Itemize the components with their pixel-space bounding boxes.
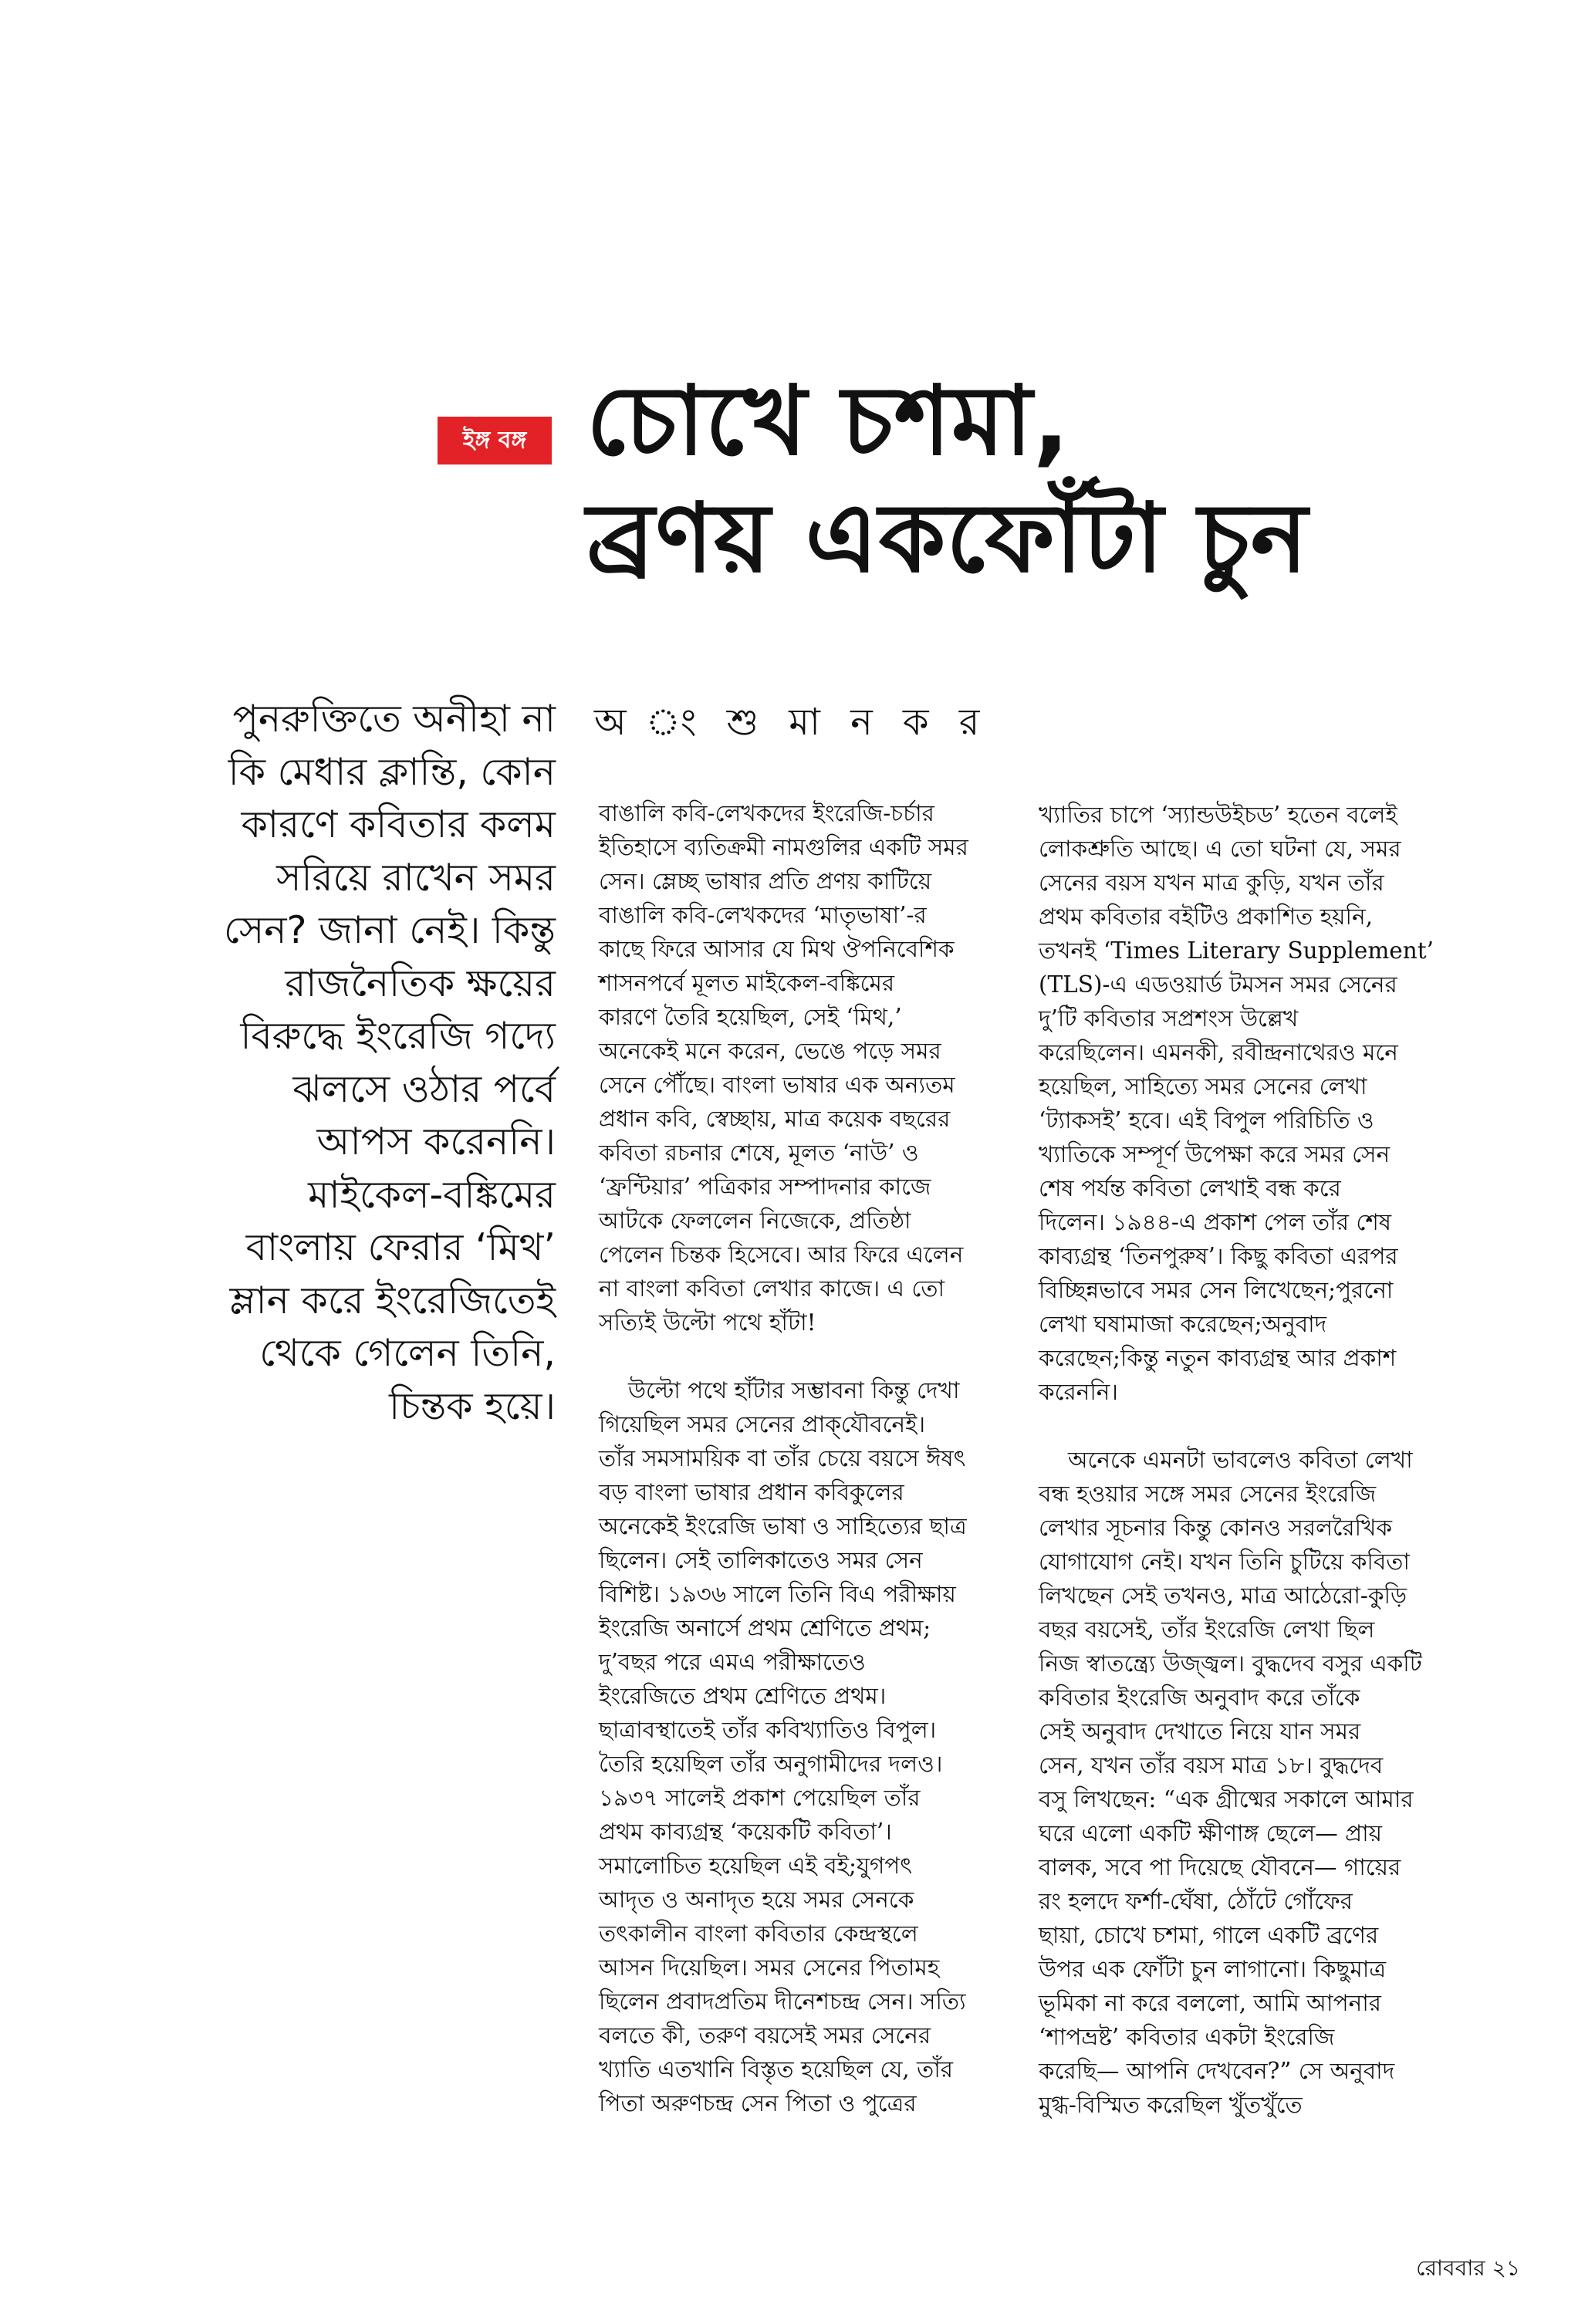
text-line: বছর বয়সেই, তাঁর ইংরেজি লেখা ছিল <box>1039 1616 1375 1643</box>
text-line: উপর এক ফোঁটা চুন লাগানো। কিছুমাত্র <box>1039 1956 1386 1982</box>
section-tag: ইঙ্গ বঙ্গ <box>438 417 552 464</box>
text-line: ‘ট্যাকসই’ হবে। এই বিপুল পরিচিতি ও <box>1039 1107 1374 1133</box>
text-line: মুগ্ধ-বিস্মিত করেছিল খুঁতখুঁতে <box>1039 2092 1303 2118</box>
text-line: ছিলেন প্রবাদপ্রতিম দীনেশচন্দ্র সেন। সত্যি <box>599 1988 966 2015</box>
text-line: সেন, যখন তাঁর বয়স মাত্র ১৮। বুদ্ধদেব <box>1039 1752 1384 1778</box>
text-line: আসন দিয়েছিল। সমর সেনের পিতামহ <box>599 1954 940 1981</box>
text-line: বলতে কী, তরুণ বয়সেই সমর সেনের <box>599 2022 931 2049</box>
text-line: সত্যিই উল্টো পথে হাঁটা! <box>599 1309 816 1336</box>
text-line: আদৃত ও অনাদৃত হয়ে সমর সেনকে <box>599 1887 914 1913</box>
text-line: বালক, সবে পা দিয়েছে যৌবনে— গায়ের <box>1039 1854 1401 1880</box>
text-line: বড় বাংলা ভাষার প্রধান কবিকুলের <box>599 1479 904 1505</box>
text-line: করেননি। <box>1039 1379 1118 1405</box>
text-line: ভূমিকা না করে বললো, আমি আপনার <box>1039 1990 1381 2016</box>
text-line: দু’বছর পরে এমএ পরীক্ষাতেও <box>599 1649 866 1675</box>
text-line: সেনের বয়স যখন মাত্র কুড়ি, যখন তাঁর <box>1039 870 1384 896</box>
text-line: হয়েছিল, সাহিত্যে সমর সেনের লেখা <box>1039 1073 1367 1100</box>
pull-quote-line: আপস করেননি। <box>316 1120 556 1164</box>
paragraph <box>599 796 1015 1339</box>
text-line: রং হলদে ফর্শা-ঘেঁষা, ঠোঁটে গোঁফের <box>1039 1888 1353 1914</box>
headline <box>586 363 1543 597</box>
text-line: অনেকেই ইংরেজি ভাষা ও সাহিত্যের ছাত্র <box>599 1513 967 1539</box>
text-line: সেই অনুবাদ দেখাতে নিয়ে যান সমর <box>1039 1718 1361 1745</box>
text-line: আটকে ফেললেন নিজেকে, প্রতিষ্ঠা <box>599 1208 911 1234</box>
paragraph <box>1039 798 1455 1409</box>
text-line: শাসনপর্বে মূলত মাইকেল-বঙ্কিমের <box>599 970 895 996</box>
text-line: প্রথম কবিতার বইটিও প্রকাশিত হয়নি, <box>1039 904 1373 930</box>
text-line: কবিতার ইংরেজি অনুবাদ করে তাঁকে <box>1039 1684 1360 1711</box>
text-line: লিখছেন সেই তখনও, মাত্র আঠেরো-কুড়ি <box>1039 1583 1407 1609</box>
pull-quote-line: চিন্তক হয়ে। <box>389 1383 556 1428</box>
text-line: তাঁর সমসাময়িক বা তাঁর চেয়ে বয়সে ঈষৎ <box>599 1445 966 1471</box>
text-line: ১৯৩৭ সালেই প্রকাশ পেয়েছিল তাঁর <box>599 1785 921 1811</box>
headline-line-1: চোখে চশমা, <box>586 366 1070 477</box>
text-line: গিয়েছিল সমর সেনের প্রাক্‌যৌবনেই। <box>599 1411 926 1437</box>
text-line: দিলেন। ১৯৪৪-এ প্রকাশ পেল তাঁর শেষ <box>1039 1209 1392 1235</box>
text-line: ইংরেজি অনার্সে প্রথম শ্রেণিতে প্রথম; <box>599 1615 931 1641</box>
text-line: প্রথম কাব্যগ্রন্থ ‘কয়েকটি কবিতা’। <box>599 1819 892 1845</box>
text-line: অনেকে এমনটা ভাবলেও কবিতা লেখা <box>1068 1447 1413 1473</box>
text-line: যোগাযোগ নেই। যখন তিনি চুটিয়ে কবিতা <box>1039 1549 1410 1575</box>
pull-quote-line: মাইকেল-বঙ্কিমের <box>308 1172 556 1217</box>
text-line: শেষ পর্যন্ত কবিতা লেখাই বন্ধ করে <box>1039 1175 1341 1201</box>
text-line: প্রধান কবি, স্বেচ্ছায়, মাত্র কয়েক বছরের <box>599 1106 951 1132</box>
text-line: সমালোচিত হয়েছিল এই বই;যুগপৎ <box>599 1853 913 1879</box>
text-line: তৎকালীন বাংলা কবিতার কেন্দ্রস্থলে <box>599 1920 918 1947</box>
text-line: লোকশ্রুতি আছে। এ তো ঘটনা যে, সমর <box>1039 836 1401 862</box>
text-line: সেন। ম্লেচ্ছ ভাষার প্রতি প্রণয় কাটিয়ে <box>599 868 932 894</box>
text-line: সেনে পৌঁছে। বাংলা ভাষার এক অন্যতম <box>599 1072 955 1098</box>
pull-quote-line: ঝলসে ওঠার পর্বে <box>292 1066 556 1111</box>
pull-quote-line: রাজনৈতিক ক্ষয়ের <box>285 961 556 1005</box>
text-line: ছাত্রাবস্থাতেই তাঁর কবিখ্যাতিও বিপুল। <box>599 1717 937 1743</box>
text-line: লেখা ঘষামাজা করেছেন;অনুবাদ <box>1039 1311 1327 1337</box>
text-line: ‘শাপভ্রষ্ট’ কবিতার একটা ইংরেজি <box>1039 2024 1335 2050</box>
text-line: তৈরি হয়েছিল তাঁর অনুগামীদের দলও। <box>599 1751 943 1777</box>
text-line: করেছি— আপনি দেখবেন?” সে অনুবাদ <box>1039 2058 1395 2084</box>
pull-quote-line: সরিয়ে রাখেন সমর <box>276 855 556 900</box>
text-line: পেলেন চিন্তক হিসেবে। আর ফিরে এলেন <box>599 1241 964 1268</box>
text-line: কাব্যগ্রন্থ ‘তিনপুরুষ’। কিছু কবিতা এরপর <box>1039 1243 1398 1269</box>
text-line: কারণে তৈরি হয়েছিল, সেই ‘মিথ,’ <box>599 1004 902 1030</box>
pull-quote-line: ম্লান করে ইংরেজিতেই <box>229 1278 556 1322</box>
text-line: বন্ধ হওয়ার সঙ্গে সমর সেনের ইংরেজি <box>1039 1481 1377 1507</box>
pull-quote-line: বিরুদ্ধে ইংরেজি গদ্যে <box>240 1014 556 1058</box>
text-line: খ্যাতির চাপে ‘স্যান্ডউইচড’ হতেন বলেই <box>1039 802 1397 828</box>
text-line: খ্যাতি এতখানি বিস্তৃত হয়েছিল যে, তাঁর <box>599 2056 953 2082</box>
paragraph-gap <box>599 1339 1015 1373</box>
text-line: বাঙালি কবি-লেখকদের ‘মাতৃভাষা’-র <box>599 902 927 928</box>
text-line: ইংরেজিতে প্রথম শ্রেণিতে প্রথম। <box>599 1683 887 1709</box>
text-line: অনেকেই মনে করেন, ভেঙে পড়ে সমর <box>599 1038 941 1064</box>
paragraph-gap <box>1039 1409 1455 1443</box>
article-column-1 <box>599 796 1015 2120</box>
text-line: না বাংলা কবিতা লেখার কাজে। এ তো <box>599 1275 945 1302</box>
text-line: দু’টি কবিতার সপ্রশংস উল্লেখ <box>1039 1005 1299 1032</box>
text-line: (TLS)-এ এডওয়ার্ড টমসন সমর সেনের <box>1039 971 1397 998</box>
text-line: বিচ্ছিন্নভাবে সমর সেন লিখেছেন;পুরনো <box>1039 1277 1394 1303</box>
headline-line-2: ব্রণয় একফোঁটা চুন <box>586 483 1309 594</box>
pull-quote-line: থেকে গেলেন তিনি, <box>259 1331 556 1375</box>
author-byline: অ ং শু মা ন ক র <box>594 701 989 744</box>
pull-quote-line: কি মেধার ক্লান্তি, কোন <box>228 749 556 794</box>
text-line: কাছে ফিরে আসার যে মিথ ঔপনিবেশিক <box>599 936 955 962</box>
text-line: পিতা অরুণচন্দ্র সেন পিতা ও পুত্রের <box>599 2090 917 2116</box>
paragraph <box>1039 1443 1455 2122</box>
text-line: নিজ স্বাতন্ত্র্যে উজ্জ্বল। বুদ্ধদেব বসুর একটি <box>1039 1650 1422 1677</box>
text-line: ছিলেন। সেই তালিকাতেও সমর সেন <box>599 1547 923 1573</box>
text-line: তখনই ‘Times Literary Supplement’ <box>1039 937 1434 964</box>
text-line: ঘরে এলো একটি ক্ষীণাঙ্গ ছেলে— প্রায় <box>1039 1820 1383 1846</box>
text-line: বসু লিখছেন: “এক গ্রীষ্মের সকালে আমার <box>1039 1786 1414 1812</box>
pull-quote <box>154 693 556 1433</box>
article-column-2 <box>1039 798 1455 2122</box>
text-line: খ্যাতিকে সম্পূর্ণ উপেক্ষা করে সমর সেন <box>1039 1141 1391 1167</box>
text-line: কবিতা রচনার শেষে, মূলত ‘নাউ’ ও <box>599 1140 919 1166</box>
text-line: ইতিহাসে ব্যতিক্রমী নামগুলির একটি সমর <box>599 834 968 860</box>
text-line: উল্টো পথে হাঁটার সম্ভাবনা কিন্তু দেখা <box>628 1377 960 1404</box>
page-footer: রোববার ২১ <box>1416 2255 1520 2281</box>
pull-quote-line: বাংলায় ফেরার ‘মিথ’ <box>245 1225 556 1269</box>
paragraph <box>599 1373 1015 2120</box>
pull-quote-line: পুনরুক্তিতে অনীহা না <box>232 697 556 741</box>
text-line: করেছিলেন। এমনকী, রবীন্দ্রনাথেরও মনে <box>1039 1039 1398 1066</box>
text-line: বিশিষ্ট। ১৯৩৬ সালে তিনি বিএ পরীক্ষায় <box>599 1581 956 1607</box>
text-line: বাঙালি কবি-লেখকদের ইংরেজি-চর্চার <box>599 800 934 826</box>
pull-quote-line: সেন? জানা নেই। কিন্তু <box>224 908 556 952</box>
text-line: ‘ফ্রন্টিয়ার’ পত্রিকার সম্পাদনার কাজে <box>599 1174 931 1200</box>
text-line: করেছেন;কিন্তু নতুন কাব্যগ্রন্থ আর প্রকাশ <box>1039 1345 1397 1371</box>
text-line: ছায়া, চোখে চশমা, গালে একটি ব্রণের <box>1039 1922 1379 1948</box>
text-line: লেখার সূচনার কিন্তু কোনও সরলরৈখিক <box>1039 1515 1393 1541</box>
pull-quote-line: কারণে কবিতার কলম <box>241 802 556 846</box>
